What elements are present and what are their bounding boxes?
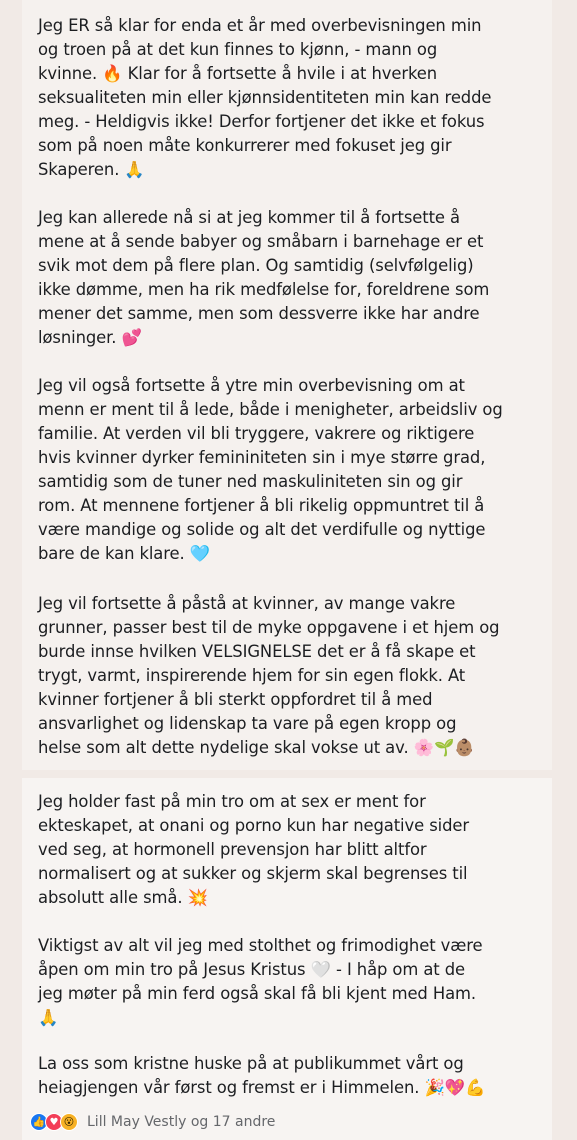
post-text-card-upper <box>22 0 552 770</box>
paragraph-gender: Jeg ER så klar for enda et år med overbevisningen min og troen på at det kun finnes to kjønn, - mann og kvinne. 🔥 Klar for å fortsette å hvile i at hverken seksualiteten min eller kjønnsidentiteten min kan redde meg. - Heldigvis ikke! Derfor fortjener det ikke et fokus som på noen måte konkurrerer med fokuset jeg gir Skaperen. 🙏 <box>38 16 492 179</box>
paragraph-faith: Viktigst av alt vil jeg med stolthet og frimodighet være åpen om min tro på Jesus Kristus 🤍 - I håp om at de jeg møter på min ferd også skal få bli kjent med Ham. 🙏 <box>38 936 483 1027</box>
love-icon: ♥ <box>45 1113 63 1131</box>
wow-icon: 😮 <box>60 1113 78 1131</box>
paragraph-men-lead: Jeg vil også fortsette å ytre min overbevisning om at menn er ment til å lede, både i menigheter, arbeidsliv og familie. At verden vil bli tryggere, vakrere og riktigere hvis kvinner dyrker femininiteten sin i mye større grad, samtidig som de tuner ned maskuliniteten sin og gir rom. At mennene fortjener å bli rikelig oppmuntret til å være mandige og solide og alt det verdifulle og nyttige bare de kan klare. 🩵 <box>38 376 503 563</box>
paragraph-sex-marriage: Jeg holder fast på min tro om at sex er ment for ekteskapet, at onani og porno kun har negative sider ved seg, at hormonell prevensjon har blitt altfor normalisert og at sukker og skjerm skal begrenses til absolutt alle små. 💥 <box>38 792 470 907</box>
post-text-card-lower <box>22 778 552 1140</box>
paragraph-women-home: Jeg vil fortsette å påstå at kvinner, av mange vakre grunner, passer best til de myke oppgavene i et hjem og burde innse hvilken VELSIGNELSE det er å få skape et trygt, varmt, inspirerende hjem for sin egen flokk. At kvinner fortjener å bli sterkt oppfordret til å med ansvarlighet og lidenskap ta vare på egen kropp og helse som alt dette nydelige skal vokse ut av. 🌸🌱👶🏽 <box>38 594 500 757</box>
paragraph-heaven: La oss som kristne huske på at publikummet vårt og heiagjengen vår først og fremst er i Himmelen. 🎉💖💪 <box>38 1054 486 1097</box>
reaction-icons <box>30 1113 75 1131</box>
like-icon: 👍 <box>30 1113 48 1131</box>
reactions-bar[interactable] <box>30 1108 275 1136</box>
paragraph-childcare: Jeg kan allerede nå si at jeg kommer til å fortsette å mene at å sende babyer og småbarn i barnehage er et svik mot dem på flere plan. Og samtidig (selvfølgelig) ikke dømme, men ha rik medfølelse for, foreldrene som mener det samme, men som dessverre ikke har andre løsninger. 💕 <box>38 208 490 347</box>
reactions-count-text[interactable]: Lill May Vestly og 17 andre <box>87 1114 276 1130</box>
